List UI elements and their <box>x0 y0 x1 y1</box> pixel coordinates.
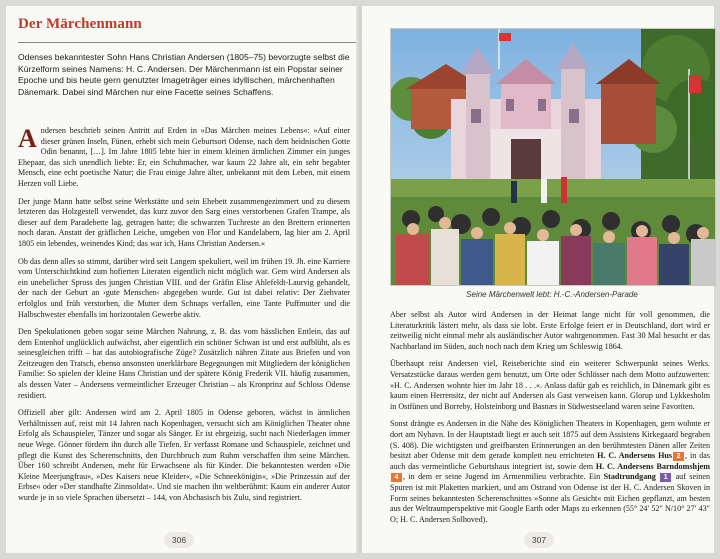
title-rule <box>18 42 383 43</box>
paragraph-2: Der junge Mann hatte selbst seine Werkstätte und sein Ehebett zusammengezimmert und zu diesem letzteren das Holzgestell verwendet, das kurz zuvor den Sarg eines verstorbenen Grafen Trampe, als dieser auf dem Paradebette lag, getragen hatte; die schwarzen Tuchreste an den Brettern erinnerten noch daran. Anstatt der gräflichen Leiche, umgeben von Flor und Kandelabern, lag hier am 2. April 1805 ein lebendes, weinendes Kind; das war ich, Hans Christian Andersen.« <box>18 196 350 248</box>
paragraph-1-text: ndersen beschrieb seinen Antritt auf Erden in »Das Märchen meines Lebens«: »Auf einer dieser grünen Inseln, Fünen, erhebt sich mein Geburtsort Odense, nach dem heidnischen Gotte Odin benannt, […]. Im Jahre 1805 lebte hier in einem kleinen ärmlichen Zimmer ein junges Ehepaar, das sich unendlich liebte: Er, ein Schuhmacher, war kaum 22 Jahre alt, ein sehr begabter Mensch, eine echt poetische Natur; die Frau einige Jahre älter, unbekannt mit dem Leben, mit einem Herzen voll Liebe. <box>18 126 350 188</box>
paragraph-8-text-e: auf seinen Spuren ist mit Plaketten markiert, und am Ostrand von Odense ist der H. C. Andersen Skoven in Form seines bekanntesten Scherenschnittes »Sonne als Gesicht« mit Eichen gepflanzt, am besten aus der Weltraumperspektive mit Google Earth oder Maps zu erkennen (55° 24′ 52″ N/10° 27′ 43″ O; H. C. Andersen Solhoved). <box>390 472 710 524</box>
page-title: Der Märchenmann <box>18 16 142 32</box>
parade-photo <box>390 28 716 286</box>
place-stadtrundgang: Stadtrundgang <box>603 472 656 482</box>
lead-paragraph: Odenses bekanntester Sohn Hans Christian Andersen (1805–75) bevorzugte selbst die Kürzelform seines Namens: H. C. Andersen. Der Märchenmann ist ein Popstar seiner Epoche und bis heute gern genutzter Imageträger eines idyllischen, märchenhaften Dänemark. Dabei sind Märchen nur eine Facette seines Schaffens. <box>18 52 350 97</box>
map-marker-2: 2 <box>673 452 684 461</box>
parade-photo-illustration <box>391 29 715 285</box>
paragraph-5: Offiziell aber gilt: Andersen wird am 2. April 1805 in Odense geboren, wächst in ärmlichen Verhältnissen auf, reist mit 14 Jahren nach Kopenhagen, versucht sich am Königlichen Theater ohne Erfolg als Schauspieler, Tänzer und sogar als Sänger. Er ist ehrgeizig, sucht nach Niederlagen immer neue Wege. Gönner fördern ihn durch alle Tiefen. Er verfasst Romane und Schauspiele, zeichnet und pflegt die Kunst des Scherenschnitts, den Durchbruch zum Ruhm verschaffen ihm seine Märchen. Über 160 schreibt Andersen, mehr für Erwachsene als für Kinder. Die bekanntesten werden »Die Kleine Meerjungfrau«, »Des Kaisers neue Kleider«, »Die Schneekönigin«, »Die Prinzessin auf der Erbse« oder »Der standhafte Zinnsoldat«. Und sie machen ihn weltberühmt: Kaum ein anderer Autor wurde je in so viele Sprachen übersetzt – 144, von Abchasisch bis Zulu, sind registriert. <box>18 408 350 502</box>
paragraph-4: Den Spekulationen geben sogar seine Märchen Nahrung, z. B. das vom hässlichen Entlein, das auf dem Entenhof unglücklich aufwächst, aber eigentlich ein schöner Schwan ist und erst aufblüht, als es seinesgleichen trifft – hat das autobiografische Züge? Zusätzlich nähren Zitate aus Briefen und von Zeitzeugen den Tratsch, ebenso ansonsten unerklärbare Begegnungen mit Mitgliedern der königlichen Familie: So spielen der kleine Hans Christian und der spätere König Frederik VII. häufig zusammen, als dessen Vater – Andersens vermeintlicher Erzeuger Christian – als Kronprinz auf Schloss Odense residiert. <box>18 327 350 400</box>
paragraph-3: Ob das denn alles so stimmt, darüber wird seit Langem spekuliert, weil im frühen 19. Jh. eine Karriere vom Unterschichtkind zum hofierten Literaten eigentlich nicht möglich war. Gern wird Andersen als ein unehelicher Spross des jungen Christian VIII. und der Gräfin Elise Ahlefeldt-Laurvig gehandelt, der nach der Geburt an ›gute Menschen‹ abgegeben wurde. Gut ist dabei relativ: Der Ziehvater erfolglos und früh verstorben, die Mutter dem Schnaps verfallen, eine Tante Puffmutter und die Halbschwester ebenfalls im horizontalen Gewerbe aktiv. <box>18 256 350 319</box>
page-number-left: 306 <box>164 532 194 548</box>
book-spread <box>6 6 714 553</box>
page-number-right: 307 <box>524 532 554 548</box>
paragraph-8-text-d: , in dem er seine Jugend im Armenmilieu verbrachte. Ein <box>403 472 601 482</box>
place-andersens-hus: H. C. Andersens Hus <box>597 451 673 461</box>
paragraph-7: Überhaupt reist Andersen viel, Reiseberichte sind ein weiterer Schwerpunkt seines Werks. Versatzstücke daraus werden gern benutzt, um Orte oder Schlösser nach dem Motto aufzuwerten: »H. C. Andersen wohnte hier im Jahr 18 . . .«. Anlass dafür gab es reichlich, in Dänemark gibt es kaum einen Herrensitz, der nicht auf Andersen als Gast verweisen kann. Glorup und Lykkesholm in Ostfünen und Borreby, Holsteinborg und Basnæs in Südwestseeland waren seine Favoriten. <box>390 359 710 411</box>
left-body-text <box>18 126 350 511</box>
paragraph-1 <box>18 126 350 190</box>
place-barndomshjem: H. C. Andersens Barndomshjem <box>595 461 711 471</box>
right-page <box>362 6 714 553</box>
photo-caption: Seine Märchenwelt lebt: H.-C.-Andersen-Parade <box>466 290 638 299</box>
map-marker-1: 1 <box>660 473 671 482</box>
paragraph-8-text-a: Sonst drängte es Andersen in die Nähe des Königlichen Theaters in Kopenhagen, gern wohnte er dort am Nyhavn. In der Hauptstadt liegt er auch seit 1875 auf dem Assistens Kirkegaard begraben (S. 408). Die wichtigsten und greifbarsten Erinnerungen an den berühmtesten Dänen aller Zeiten besitzt aber Odense mit dem gerade komplett neu errichteten <box>390 419 710 461</box>
right-body-text <box>390 310 710 532</box>
paragraph-6: Aber selbst als Autor wird Andersen in der Heimat lange nicht für voll genommen, die Literaturkritik lästert mehr, als dass sie lobt. Erste Erfolge feiert er in Deutschland, dort wird er zeitweilig nicht einmal mehr als ausländischer Autor wahrgenommen. Fast 30 Mal besucht er das Nachbarland im Süden, auch noch nach dem Krieg um Schleswig 1864. <box>390 310 710 351</box>
drop-cap: A <box>18 124 37 153</box>
left-page <box>6 6 358 553</box>
paragraph-8-text-c: , in das auch das vermeintliche Geburtshaus integriert ist, sowie dem <box>390 451 710 471</box>
map-marker-4: 4 <box>391 473 402 482</box>
paragraph-8 <box>390 419 710 525</box>
